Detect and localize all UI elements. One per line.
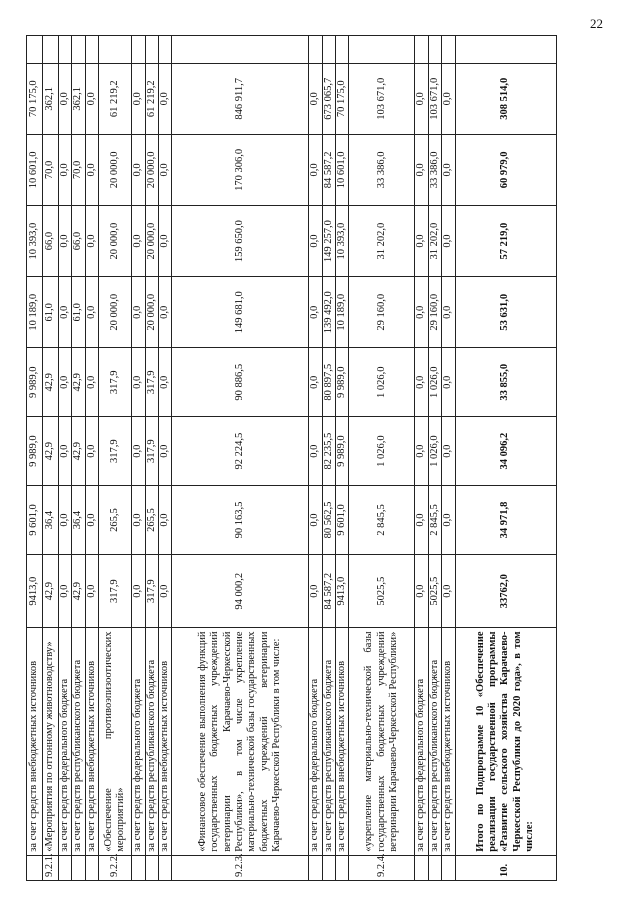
value-cell: 0,0 <box>415 417 428 486</box>
value-cell: 0,0 <box>415 486 428 555</box>
value-cell: 20 000,0 <box>99 277 132 348</box>
rotated-table-container <box>26 35 554 881</box>
table-row <box>59 36 72 881</box>
value-cell: 0,0 <box>442 554 455 627</box>
row-code: 9.2.2. <box>99 855 132 880</box>
table-row <box>43 36 59 881</box>
value-cell: 0,0 <box>415 348 428 417</box>
empty-cell <box>158 36 171 64</box>
empty-cell <box>336 36 349 64</box>
row-code <box>415 855 428 880</box>
row-description: за счет средств федерального бюджета <box>132 628 145 855</box>
row-code: 9.2.4. <box>349 855 415 880</box>
value-cell: 0,0 <box>59 206 72 277</box>
row-code: 9.2.1. <box>43 855 59 880</box>
value-cell: 0,0 <box>59 554 72 627</box>
empty-cell <box>85 36 98 64</box>
row-description: за счет средств республиканского бюджета <box>145 628 158 855</box>
empty-cell <box>442 36 455 64</box>
value-cell: 0,0 <box>158 554 171 627</box>
value-cell: 61 219,2 <box>99 63 132 134</box>
value-cell: 10 601,0 <box>27 134 43 205</box>
value-cell: 149 681,0 <box>172 277 309 348</box>
value-cell: 0,0 <box>85 348 98 417</box>
empty-cell <box>349 36 415 64</box>
value-cell: 0,0 <box>132 348 145 417</box>
value-cell: 70,0 <box>72 134 85 205</box>
value-cell: 0,0 <box>158 134 171 205</box>
value-cell: 149 257,0 <box>322 206 335 277</box>
value-cell: 57 219,0 <box>455 206 556 277</box>
value-cell: 317,9 <box>99 348 132 417</box>
table-row <box>99 36 132 881</box>
value-cell: 0,0 <box>158 417 171 486</box>
empty-cell <box>99 36 132 64</box>
value-cell: 0,0 <box>442 486 455 555</box>
value-cell: 31 202,0 <box>428 206 441 277</box>
row-code: 9.2.3. <box>172 855 309 880</box>
value-cell: 0,0 <box>132 486 145 555</box>
value-cell: 103 671,0 <box>349 63 415 134</box>
value-cell: 0,0 <box>309 206 322 277</box>
value-cell: 20 000,0 <box>145 206 158 277</box>
value-cell: 33 386,0 <box>428 134 441 205</box>
value-cell: 0,0 <box>158 348 171 417</box>
table-row <box>415 36 428 881</box>
value-cell: 0,0 <box>85 206 98 277</box>
value-cell: 34 096,2 <box>455 417 556 486</box>
value-cell: 0,0 <box>442 348 455 417</box>
value-cell: 0,0 <box>442 277 455 348</box>
value-cell: 0,0 <box>132 554 145 627</box>
value-cell: 42,9 <box>43 554 59 627</box>
value-cell: 0,0 <box>132 63 145 134</box>
value-cell: 0,0 <box>309 63 322 134</box>
table-row <box>322 36 335 881</box>
value-cell: 673 065,7 <box>322 63 335 134</box>
row-code <box>442 855 455 880</box>
value-cell: 0,0 <box>415 554 428 627</box>
value-cell: 159 650,0 <box>172 206 309 277</box>
row-code <box>322 855 335 880</box>
value-cell: 846 911,7 <box>172 63 309 134</box>
value-cell: 5025,5 <box>349 554 415 627</box>
value-cell: 90 886,5 <box>172 348 309 417</box>
value-cell: 1 026,0 <box>349 417 415 486</box>
value-cell: 9 989,0 <box>27 417 43 486</box>
value-cell: 42,9 <box>72 554 85 627</box>
table-row <box>442 36 455 881</box>
value-cell: 0,0 <box>158 206 171 277</box>
value-cell: 0,0 <box>85 554 98 627</box>
table-row <box>85 36 98 881</box>
value-cell: 317,9 <box>145 417 158 486</box>
row-code <box>145 855 158 880</box>
value-cell: 0,0 <box>59 277 72 348</box>
value-cell: 0,0 <box>442 134 455 205</box>
value-cell: 90 163,5 <box>172 486 309 555</box>
value-cell: 0,0 <box>158 63 171 134</box>
value-cell: 42,9 <box>72 348 85 417</box>
value-cell: 308 514,0 <box>455 63 556 134</box>
value-cell: 0,0 <box>59 348 72 417</box>
value-cell: 10 189,0 <box>336 277 349 348</box>
row-description: за счет средств внебюджетных источников <box>158 628 171 855</box>
row-code <box>309 855 322 880</box>
value-cell: 66,0 <box>43 206 59 277</box>
value-cell: 82 235,5 <box>322 417 335 486</box>
row-code <box>132 855 145 880</box>
value-cell: 362,1 <box>72 63 85 134</box>
value-cell: 70 175,0 <box>336 63 349 134</box>
value-cell: 10 393,0 <box>27 206 43 277</box>
row-description: за счет средств федерального бюджета <box>59 628 72 855</box>
row-description: Итого по Подпрограмме 10 «Обеспечение реализации государственной программы «Развитие сельского хозяйства Карачаево-Черкесской Республики до 2020 года», в том числе: <box>455 628 556 855</box>
empty-cell <box>72 36 85 64</box>
value-cell: 92 224,5 <box>172 417 309 486</box>
row-description: «Финансовое обеспечение выполнения функций государственных бюджетных учреждений ветеринарии Карачаево-Черкесской Республики», в том числе укрепление материально-технической базы государственных бюджетных учреждений ветеринарии Карачаево-Черкесской Республики в том числе: <box>172 628 309 855</box>
table-row <box>72 36 85 881</box>
empty-cell <box>43 36 59 64</box>
value-cell: 317,9 <box>145 348 158 417</box>
row-description: за счет средств внебюджетных источников <box>442 628 455 855</box>
value-cell: 20 000,0 <box>99 134 132 205</box>
row-description: за счет средств федерального бюджета <box>415 628 428 855</box>
row-description: за счет средств федерального бюджета <box>309 628 322 855</box>
value-cell: 1 026,0 <box>428 417 441 486</box>
value-cell: 20 000,0 <box>145 134 158 205</box>
empty-cell <box>172 36 309 64</box>
value-cell: 80 897,5 <box>322 348 335 417</box>
value-cell: 94 000,2 <box>172 554 309 627</box>
value-cell: 29 160,0 <box>349 277 415 348</box>
value-cell: 33762,0 <box>455 554 556 627</box>
table-row <box>428 36 441 881</box>
table-row <box>309 36 322 881</box>
value-cell: 84 587,2 <box>322 554 335 627</box>
value-cell: 36,4 <box>72 486 85 555</box>
value-cell: 362,1 <box>43 63 59 134</box>
value-cell: 61 219,2 <box>145 63 158 134</box>
value-cell: 1 026,0 <box>349 348 415 417</box>
value-cell: 0,0 <box>85 63 98 134</box>
empty-cell <box>59 36 72 64</box>
row-code <box>336 855 349 880</box>
value-cell: 33 855,0 <box>455 348 556 417</box>
row-description: за счет средств республиканского бюджета <box>72 628 85 855</box>
row-description: за счет средств республиканского бюджета <box>322 628 335 855</box>
value-cell: 0,0 <box>442 206 455 277</box>
row-description: «укрепление материально-технической базы государственных бюджетных учреждений ветеринарии Карачаево-Черкесской Республики» <box>349 628 415 855</box>
value-cell: 0,0 <box>59 63 72 134</box>
table-row <box>145 36 158 881</box>
value-cell: 0,0 <box>442 63 455 134</box>
row-code <box>27 855 43 880</box>
value-cell: 0,0 <box>85 277 98 348</box>
value-cell: 10 393,0 <box>336 206 349 277</box>
table-row <box>349 36 415 881</box>
value-cell: 0,0 <box>132 206 145 277</box>
row-code <box>72 855 85 880</box>
value-cell: 9 601,0 <box>336 486 349 555</box>
value-cell: 0,0 <box>59 134 72 205</box>
table-row <box>158 36 171 881</box>
value-cell: 0,0 <box>132 277 145 348</box>
value-cell: 9413,0 <box>27 554 43 627</box>
table-row <box>336 36 349 881</box>
budget-table <box>26 35 557 881</box>
value-cell: 0,0 <box>415 134 428 205</box>
value-cell: 2 845,5 <box>428 486 441 555</box>
row-description: за счет средств внебюджетных источников <box>85 628 98 855</box>
value-cell: 60 979,0 <box>455 134 556 205</box>
value-cell: 10 601,0 <box>336 134 349 205</box>
value-cell: 9 989,0 <box>336 348 349 417</box>
value-cell: 0,0 <box>415 206 428 277</box>
value-cell: 42,9 <box>43 348 59 417</box>
table-row <box>172 36 309 881</box>
value-cell: 0,0 <box>309 134 322 205</box>
value-cell: 29 160,0 <box>428 277 441 348</box>
value-cell: 9413,0 <box>336 554 349 627</box>
value-cell: 5025,5 <box>428 554 441 627</box>
value-cell: 0,0 <box>59 417 72 486</box>
value-cell: 265,5 <box>99 486 132 555</box>
value-cell: 9 601,0 <box>27 486 43 555</box>
value-cell: 61,0 <box>72 277 85 348</box>
value-cell: 0,0 <box>309 554 322 627</box>
value-cell: 0,0 <box>59 486 72 555</box>
value-cell: 42,9 <box>43 417 59 486</box>
empty-cell <box>132 36 145 64</box>
table-row <box>27 36 43 881</box>
value-cell: 0,0 <box>158 277 171 348</box>
value-cell: 31 202,0 <box>349 206 415 277</box>
row-description: за счет средств внебюджетных источников <box>336 628 349 855</box>
value-cell: 170 306,0 <box>172 134 309 205</box>
empty-cell <box>322 36 335 64</box>
value-cell: 317,9 <box>99 554 132 627</box>
value-cell: 0,0 <box>415 277 428 348</box>
value-cell: 0,0 <box>309 277 322 348</box>
value-cell: 317,9 <box>99 417 132 486</box>
value-cell: 0,0 <box>85 134 98 205</box>
value-cell: 34 971,8 <box>455 486 556 555</box>
value-cell: 9 989,0 <box>336 417 349 486</box>
row-code <box>428 855 441 880</box>
value-cell: 70 175,0 <box>27 63 43 134</box>
value-cell: 0,0 <box>85 417 98 486</box>
row-description: за счет средств внебюджетных источников <box>27 628 43 855</box>
row-description: за счет средств республиканского бюджета <box>428 628 441 855</box>
row-code: 10. <box>455 855 556 880</box>
empty-cell <box>455 36 556 64</box>
value-cell: 1 026,0 <box>428 348 441 417</box>
value-cell: 70,0 <box>43 134 59 205</box>
row-code <box>85 855 98 880</box>
value-cell: 0,0 <box>442 417 455 486</box>
value-cell: 0,0 <box>415 63 428 134</box>
row-description: «Мероприятия по оттонному животноводству» <box>43 628 59 855</box>
value-cell: 66,0 <box>72 206 85 277</box>
value-cell: 0,0 <box>309 348 322 417</box>
value-cell: 0,0 <box>158 486 171 555</box>
value-cell: 36,4 <box>43 486 59 555</box>
value-cell: 265,5 <box>145 486 158 555</box>
value-cell: 33 386,0 <box>349 134 415 205</box>
page-number: 22 <box>590 16 603 31</box>
value-cell: 0,0 <box>309 417 322 486</box>
value-cell: 84 587,2 <box>322 134 335 205</box>
value-cell: 9 989,0 <box>27 348 43 417</box>
empty-cell <box>309 36 322 64</box>
value-cell: 10 189,0 <box>27 277 43 348</box>
value-cell: 0,0 <box>85 486 98 555</box>
value-cell: 61,0 <box>43 277 59 348</box>
empty-cell <box>428 36 441 64</box>
value-cell: 0,0 <box>309 486 322 555</box>
value-cell: 0,0 <box>132 417 145 486</box>
value-cell: 317,9 <box>145 554 158 627</box>
table-body <box>27 36 557 881</box>
value-cell: 53 631,0 <box>455 277 556 348</box>
row-code <box>59 855 72 880</box>
value-cell: 42,9 <box>72 417 85 486</box>
value-cell: 2 845,5 <box>349 486 415 555</box>
empty-cell <box>27 36 43 64</box>
value-cell: 80 562,5 <box>322 486 335 555</box>
row-code <box>158 855 171 880</box>
value-cell: 139 492,0 <box>322 277 335 348</box>
empty-cell <box>145 36 158 64</box>
value-cell: 0,0 <box>132 134 145 205</box>
empty-cell <box>415 36 428 64</box>
table-row <box>455 36 556 881</box>
value-cell: 20 000,0 <box>145 277 158 348</box>
value-cell: 20 000,0 <box>99 206 132 277</box>
value-cell: 103 671,0 <box>428 63 441 134</box>
row-description: «Обеспечение противоэпизоотических мероприятий» <box>99 628 132 855</box>
table-row <box>132 36 145 881</box>
